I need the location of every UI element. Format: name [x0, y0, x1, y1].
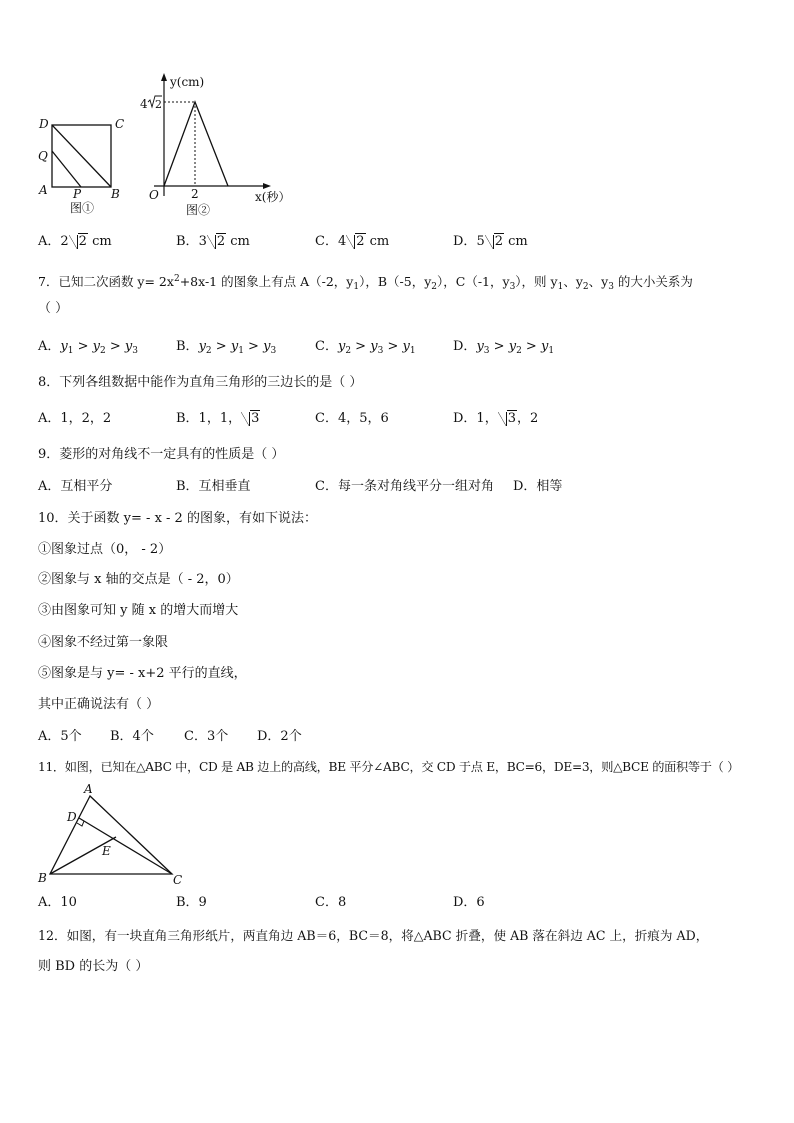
y-tick-4: 4: [140, 97, 148, 111]
q6-option-a[interactable]: A．2 2 cm: [38, 234, 112, 249]
q10-ask: 其中正确说法有（ ）: [38, 697, 160, 712]
x-axis-label: x(秒）: [255, 190, 291, 204]
q8-option-c[interactable]: C．4，5，6: [315, 411, 389, 426]
q11-label-a: A: [84, 782, 93, 796]
q8-stem: 8．下列各组数据中能作为直角三角形的三边长的是（ ）: [38, 375, 363, 390]
y-tick-rad-value: 2: [155, 98, 162, 111]
q10-statement-2: ②图象与 x 轴的交点是（ - 2，0）: [38, 572, 239, 587]
x-tick-2: 2: [191, 187, 199, 201]
q11-label-e: E: [102, 844, 111, 858]
q7-option-a[interactable]: A．$y_1 > y_2 > y_3$: [38, 339, 139, 356]
label-q: Q: [38, 149, 48, 163]
q11-option-c[interactable]: C．8: [315, 895, 347, 910]
q6-option-b[interactable]: B．3 2 cm: [176, 234, 250, 249]
q7-option-b[interactable]: B．$y_2 > y_1 > y_3$: [176, 339, 277, 356]
q9-option-d[interactable]: D．相等: [513, 479, 563, 494]
label-a: A: [39, 183, 48, 197]
q9-option-b[interactable]: B．互相垂直: [176, 479, 251, 494]
q9-option-a[interactable]: A．互相平分: [38, 479, 113, 494]
q10-stem: 10．关于函数 y= - x - 2 的图象，有如下说法：: [38, 511, 317, 526]
x-axis-arrow: [263, 183, 271, 189]
label-b: B: [111, 187, 120, 201]
label-p: P: [73, 187, 82, 201]
q11-label-d: D: [67, 810, 77, 824]
q7-option-c[interactable]: C．$y_2 > y_3 > y_1$: [315, 339, 416, 356]
label-d: D: [39, 117, 49, 131]
q8-option-d[interactable]: D．1， 3，2: [453, 411, 539, 426]
figure2-caption: 图②: [186, 203, 211, 217]
q10-statement-1: ①图象过点（0， - 2）: [38, 542, 172, 557]
q10-option-c[interactable]: C．3个: [184, 729, 229, 744]
q6-option-d[interactable]: D．5 2 cm: [453, 234, 528, 249]
q11-stem: 11．如图，已知在△ABC 中，CD 是 AB 边上的高线，BE 平分∠ABC，交 CD 于点 E，BC=6，DE=3，则△BCE 的面积等于（ ）: [38, 760, 740, 774]
q12-stem-line2: 则 BD 的长为（ ）: [38, 959, 149, 974]
q11-label-b: B: [38, 871, 47, 885]
figure1-caption: 图①: [70, 201, 95, 215]
origin-label: O: [149, 188, 159, 202]
altitude-cd: [79, 818, 172, 874]
q9-stem: 9．菱形的对角线不一定具有的性质是（ ）: [38, 447, 285, 462]
y-axis-arrow: [161, 73, 167, 81]
q10-statement-4: ④图象不经过第一象限: [38, 635, 169, 650]
q11-option-b[interactable]: B．9: [176, 895, 207, 910]
q10-option-b[interactable]: B．4个: [110, 729, 154, 744]
q7-answer-paren: （ ）: [38, 301, 69, 316]
q10-option-d[interactable]: D．2个: [257, 729, 302, 744]
label-c: C: [115, 117, 125, 131]
q10-statement-3: ③由图象可知 y 随 x 的增大而增大: [38, 603, 239, 618]
figure-square: [30, 112, 130, 216]
q11-option-d[interactable]: D．6: [453, 895, 485, 910]
figure-graph: [140, 70, 300, 218]
q8-option-a[interactable]: A．1，2，2: [38, 411, 112, 426]
diagonal-db: [52, 125, 111, 187]
q11-label-c: C: [173, 873, 183, 887]
q11-option-a[interactable]: A．10: [38, 895, 77, 910]
graph-line: [164, 102, 228, 186]
q12-stem-line1: 12．如图，有一块直角三角形纸片，两直角边 AB＝6，BC＝8，将△ABC 折叠，使 AB 落在斜边 AC 上，折痕为 AD，: [38, 928, 709, 943]
q8-option-b[interactable]: B．1，1， 3: [176, 411, 260, 426]
q7-stem: 7．已知二次函数 $y= 2x^2+8x-1$ 的图象上有点 A（-2，$y_1$），B（-5，$y_2$），C（-1，$y_3$），则 $y_1$、$y_2$、$y_3$ 的大小关系为: [38, 274, 693, 292]
q10-option-a[interactable]: A．5个: [38, 729, 82, 744]
q10-statement-5: ⑤图象是与 y= - x+2 平行的直线，: [38, 666, 247, 681]
segment-qp: [52, 151, 81, 187]
q6-option-c[interactable]: C．4 2 cm: [315, 234, 390, 249]
q11-figure: [34, 780, 194, 890]
y-axis-label: y(cm): [170, 75, 205, 89]
q7-option-d[interactable]: D．$y_3 > y_2 > y_1$: [453, 339, 555, 356]
q9-option-c[interactable]: C．每一条对角线平分一组对角: [315, 479, 494, 494]
right-angle-mark: [77, 821, 84, 826]
